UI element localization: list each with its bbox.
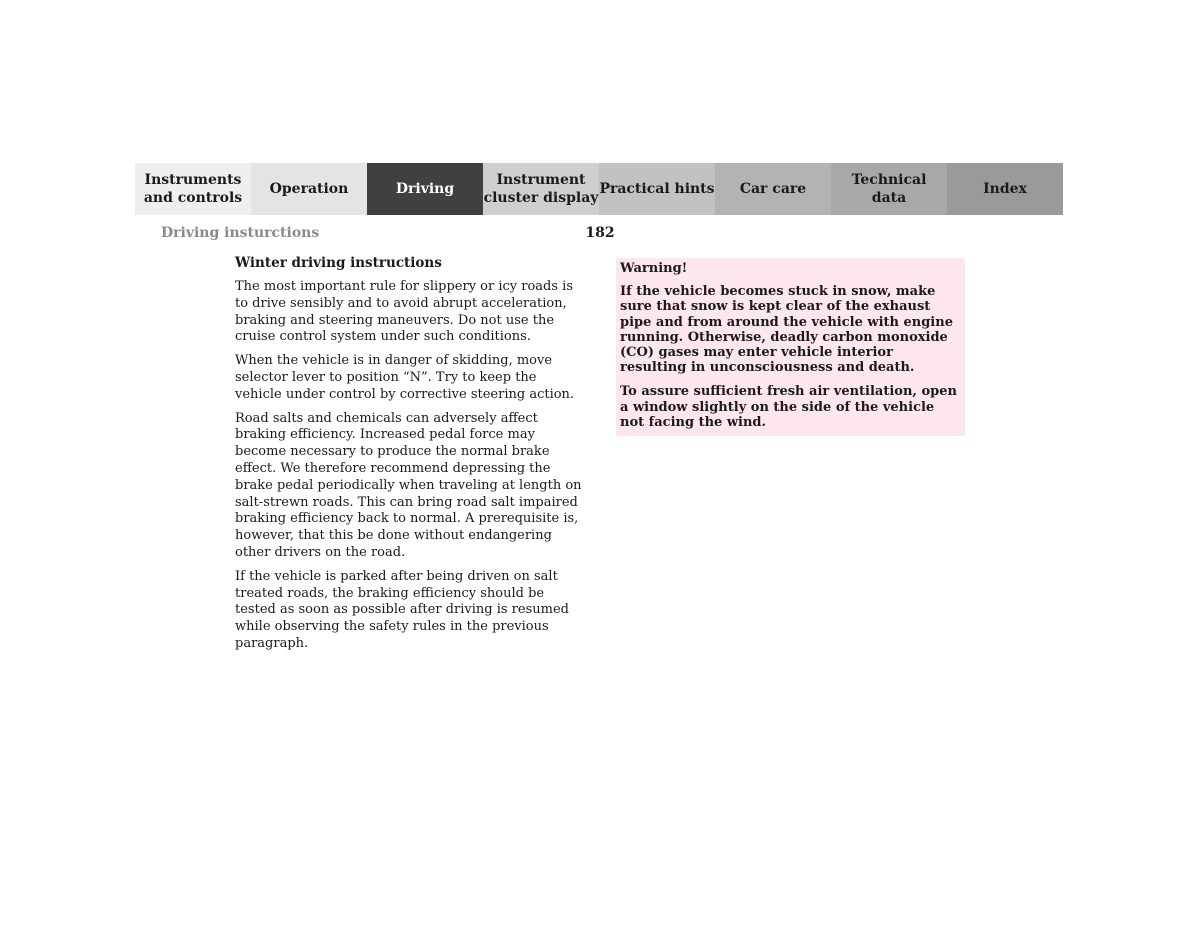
tab-driving[interactable]: Driving [367,163,483,215]
section-heading: Winter driving instructions [235,255,442,271]
chapter-tab-bar [135,163,1064,215]
tab-instruments-and-controls[interactable]: Instruments and controls [135,163,251,215]
paragraph: The most important rule for slippery or icy roads is to drive sensibly and to avoid abrupt acceleration, braking and steering maneuvers. Do not use the cruise control system under such conditions. [235,279,574,345]
paragraph: If the vehicle is parked after being driven on salt treated roads, the braking efficiency should be tested as soon as possible after driving is resumed while observing the safety rules in the previous paragraph. [235,568,569,651]
tab-instrument-cluster-display[interactable]: Instrument cluster display [483,163,599,215]
section-label: Driving insturctions [161,225,320,241]
tab-index[interactable]: Index [947,163,1063,215]
tab-practical-hints[interactable]: Practical hints [599,163,715,215]
warning-box [616,258,965,436]
main-text-column [235,255,585,660]
paragraph: Road salts and chemicals can adversely affect braking efficiency. Increased pedal force may become necessary to produce the normal brake effect. We therefore recommend depressing the brake pedal periodically when traveling at length on salt-strewn roads. This can bring road salt impaired braking efficiency back to normal. A prerequisite is, however, that this be done without endangering other drivers on the road. [235,410,582,560]
page-number: 182 [585,225,615,241]
warning-paragraph: To assure sufficient fresh air ventilation, open a window slightly on the side of the vehicle not facing the wind. [620,384,957,430]
warning-paragraph: If the vehicle becomes stuck in snow, make sure that snow is kept clear of the exhaust pipe and from around the vehicle with engine running. Otherwise, deadly carbon monoxide (CO) gases may enter vehicle interior resulting in unconsciousness and death. [620,284,953,376]
tab-operation[interactable]: Operation [251,163,367,215]
tab-technical-data[interactable]: Technical data [831,163,947,215]
tab-car-care[interactable]: Car care [715,163,831,215]
paragraph: When the vehicle is in danger of skidding, move selector lever to position “N”. Try to keep the vehicle under control by corrective steering action. [235,353,575,402]
warning-title: Warning! [620,261,688,276]
